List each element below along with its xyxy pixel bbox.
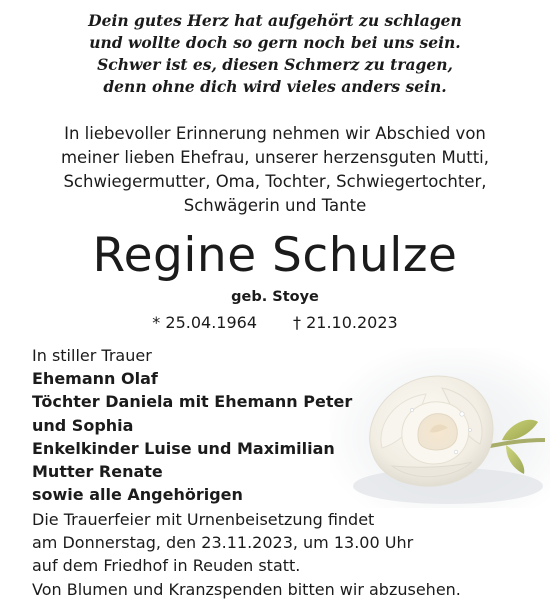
farewell-intro [0, 122, 550, 218]
death-date: † 21.10.2023 [293, 313, 398, 332]
service-line: am Donnerstag, den 23.11.2023, um 13.00 Uhr [32, 533, 414, 553]
deceased-name: Regine Schulze [92, 228, 458, 283]
service-line: Die Trauerfeier mit Urnenbeisetzung findet [32, 510, 375, 529]
poem-line: Schwer ist es, diesen Schmerz zu tragen, [97, 55, 453, 74]
poem-line: Dein gutes Herz hat aufgehört zu schlagen [88, 11, 462, 30]
birth-date: * 25.04.1964 [152, 313, 257, 332]
mourner-line: Ehemann Olaf [32, 369, 158, 389]
intro-line: Schwiegermutter, Oma, Tochter, Schwiegertochter, [63, 172, 487, 191]
birth-name: geb. Stoye [231, 289, 319, 305]
service-line: Von Blumen und Kranzspenden bitten wir abzusehen. [32, 579, 461, 599]
mourner-line: Enkelkinder Luise und Maximilian [32, 438, 335, 458]
service-line: auf dem Friedhof in Reuden statt. [32, 556, 301, 576]
poem-line: denn ohne dich wird vieles anders sein. [103, 77, 447, 96]
intro-line: In liebevoller Erinnerung nehmen wir Abschied von [64, 124, 486, 143]
poem-line: und wollte doch so gern noch bei uns sein. [89, 33, 461, 52]
life-dates [0, 312, 550, 334]
intro-line: Schwägerin und Tante [183, 196, 367, 215]
mourners-lead: In stiller Trauer [32, 346, 152, 365]
intro-line: meiner lieben Ehefrau, unserer herzensguten Mutti, [60, 148, 490, 167]
mourner-line: und Sophia [32, 415, 134, 435]
mourner-line: Töchter Daniela mit Ehemann Peter [32, 392, 353, 412]
mourner-line: Mutter Renate [32, 462, 163, 482]
mourners-list [32, 344, 372, 506]
mourner-line: sowie alle Angehörigen [32, 485, 243, 505]
funeral-service-info [32, 508, 542, 601]
memorial-poem [0, 10, 550, 98]
